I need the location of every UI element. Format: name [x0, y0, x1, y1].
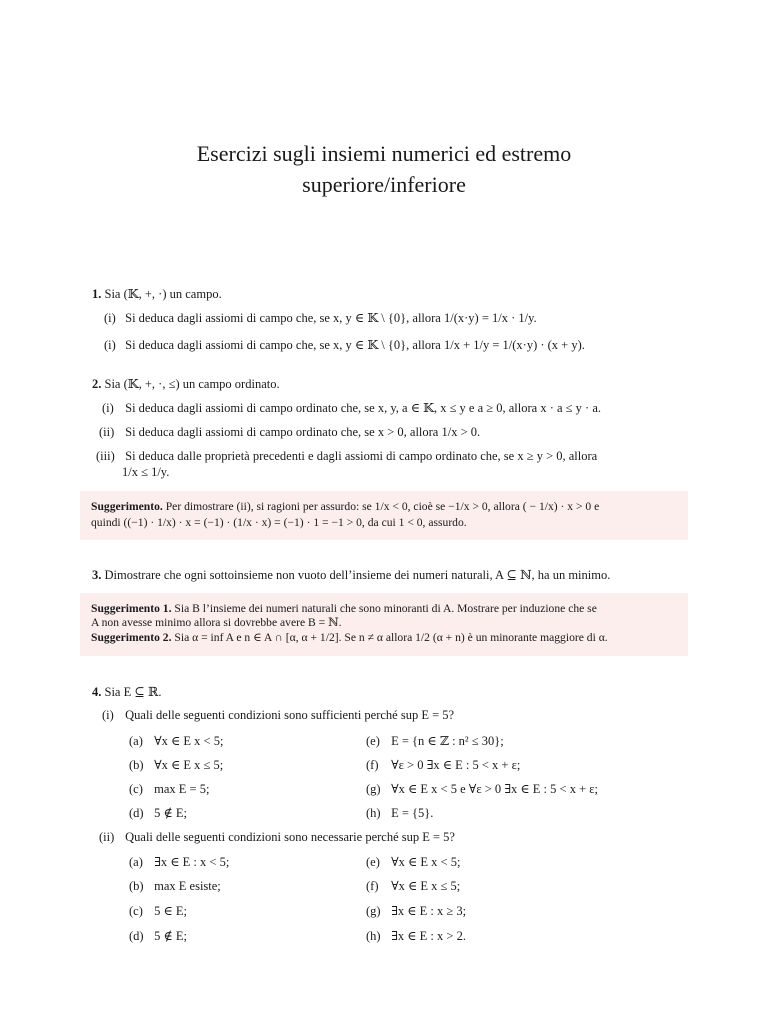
option-text: ∀x ∈ E x ≤ 5;	[154, 758, 224, 772]
option-label: (c)	[129, 904, 143, 918]
option-item	[366, 854, 460, 870]
question-label: (ii)	[99, 830, 115, 844]
hint-box-exercise-3	[80, 593, 688, 656]
exercise-1-item-1	[104, 310, 537, 326]
item-text: Si deduca dagli assiomi di campo che, se x, y ∈ 𝕂 \ {0}, allora 1/(x·y) = 1/x · 1/y.	[125, 311, 537, 325]
item-label: (ii)	[99, 425, 115, 439]
option-label: (b)	[129, 879, 144, 893]
hint-label-2: Suggerimento 2.	[91, 631, 172, 644]
item-text: Si deduca dagli assiomi di campo ordinato che, se x > 0, allora 1/x > 0.	[125, 425, 481, 439]
option-label: (e)	[366, 855, 380, 869]
exercise-intro-text: Sia E ⊆ ℝ.	[104, 685, 162, 699]
option-item	[366, 903, 466, 919]
option-label: (a)	[129, 855, 143, 869]
exercise-4-intro	[92, 684, 161, 700]
hint-line-1	[91, 601, 597, 616]
option-text: ∀x ∈ E x < 5;	[391, 855, 461, 869]
exercise-number: 3.	[92, 568, 102, 582]
item-label: (iii)	[96, 449, 115, 463]
question-label: (i)	[102, 708, 114, 722]
item-label: (i)	[102, 401, 114, 415]
option-text: ∀x ∈ E x < 5;	[154, 734, 224, 748]
option-text: max E esiste;	[154, 879, 221, 893]
exercise-1-intro	[92, 286, 222, 302]
exercise-2-intro	[92, 376, 280, 392]
exercise-2-item-3	[96, 448, 597, 464]
option-label: (e)	[366, 734, 380, 748]
item-label: (i)	[104, 338, 116, 352]
option-label: (c)	[129, 782, 143, 796]
question-text: Quali delle seguenti condizioni sono necessarie perché sup E = 5?	[125, 830, 455, 844]
title-line-2: superiore/inferiore	[302, 172, 466, 197]
option-label: (h)	[366, 806, 381, 820]
option-item	[129, 928, 187, 944]
option-text: max E = 5;	[154, 782, 210, 796]
option-item	[129, 781, 209, 797]
exercise-intro-text: Sia (𝕂, +, ·, ≤) un campo ordinato.	[104, 377, 280, 391]
item-text: Si deduca dagli assiomi di campo ordinato che, se x, y, a ∈ 𝕂, x ≤ y e a ≥ 0, allora x · a ≤ y · a.	[125, 401, 601, 415]
item-label: (i)	[104, 311, 116, 325]
option-label: (a)	[129, 734, 143, 748]
option-item	[129, 854, 229, 870]
hint-line-1	[91, 499, 599, 514]
option-text: ∃x ∈ E : x ≥ 3;	[391, 904, 467, 918]
item-text: Si deduca dagli assiomi di campo che, se x, y ∈ 𝕂 \ {0}, allora 1/x + 1/y = 1/(x·y) · (x + y).	[125, 338, 585, 352]
exercise-number: 2.	[92, 377, 102, 391]
option-label: (h)	[366, 929, 381, 943]
option-item	[366, 878, 460, 894]
option-label: (d)	[129, 929, 144, 943]
exercise-1-item-2	[104, 337, 585, 353]
title-line-1: Esercizi sugli insiemi numerici ed estremo	[196, 141, 572, 166]
option-item	[129, 733, 223, 749]
exercise-3-intro	[92, 567, 610, 583]
option-label: (f)	[366, 879, 379, 893]
hint-box-exercise-2	[80, 491, 688, 540]
hint-text: Sia B l’insieme dei numeri naturali che sono minoranti di A. Mostrare per induzione che se	[174, 602, 597, 615]
option-text: ∀x ∈ E x < 5 e ∀ε > 0 ∃x ∈ E : 5 < x + ε;	[391, 782, 598, 796]
exercise-4-question-1	[102, 707, 454, 723]
hint-label: Suggerimento.	[91, 500, 163, 513]
exercise-2-item-2	[99, 424, 480, 440]
item-text: Si deduca dalle proprietà precedenti e dagli assiomi di campo ordinato che, se x ≥ y > 0, allora	[125, 449, 598, 463]
option-text: 5 ∉ E;	[154, 806, 187, 820]
option-item	[129, 903, 187, 919]
option-item	[366, 805, 433, 821]
option-label: (b)	[129, 758, 144, 772]
hint-line-2: A non avesse minimo allora si dovrebbe avere B = ℕ.	[91, 616, 342, 629]
option-label: (g)	[366, 782, 381, 796]
hint-text: Per dimostrare (ii), si ragioni per assurdo: se 1/x < 0, cioè se −1/x > 0, allora ( − 1/x) · x > 0 e	[165, 500, 600, 513]
option-item	[129, 878, 221, 894]
exercise-number: 1.	[92, 287, 102, 301]
exercise-2-item-3-continuation: 1/x ≤ 1/y.	[122, 465, 170, 479]
option-text: E = {n ∈ ℤ : n² ≤ 30};	[391, 734, 504, 748]
option-item	[366, 781, 598, 797]
hint-line-2: quindi ((−1) · 1/x) · x = (−1) · (1/x · x) = (−1) · 1 = −1 > 0, da cui 1 < 0, assurdo.	[91, 516, 467, 529]
option-label: (d)	[129, 806, 144, 820]
page-title	[0, 138, 768, 200]
exercise-intro-text: Sia (𝕂, +, ·) un campo.	[104, 287, 222, 301]
option-item	[129, 757, 223, 773]
option-label: (f)	[366, 758, 379, 772]
option-item	[366, 928, 466, 944]
option-text: E = {5}.	[391, 806, 434, 820]
hint-line-3	[91, 630, 608, 645]
hint-text: Sia α = inf A e n ∈ A ∩ [α, α + 1/2]. Se n ≠ α allora 1/2 (α + n) è un minorante maggiore di α.	[174, 631, 608, 644]
exercise-4-question-2	[99, 829, 455, 845]
question-text: Quali delle seguenti condizioni sono sufficienti perché sup E = 5?	[125, 708, 455, 722]
option-text: ∀x ∈ E x ≤ 5;	[391, 879, 461, 893]
option-text: 5 ∉ E;	[154, 929, 187, 943]
option-text: 5 ∈ E;	[154, 904, 187, 918]
hint-label-1: Suggerimento 1.	[91, 602, 172, 615]
option-text: ∃x ∈ E : x > 2.	[391, 929, 466, 943]
option-item	[129, 805, 187, 821]
option-item	[366, 757, 520, 773]
exercise-intro-text: Dimostrare che ogni sottoinsieme non vuoto dell’insieme dei numeri naturali, A ⊆ ℕ, ha un minimo.	[104, 568, 611, 582]
option-text: ∀ε > 0 ∃x ∈ E : 5 < x + ε;	[391, 758, 521, 772]
option-item	[366, 733, 504, 749]
option-label: (g)	[366, 904, 381, 918]
exercise-2-item-1	[102, 400, 601, 416]
option-text: ∃x ∈ E : x < 5;	[154, 855, 230, 869]
exercise-number: 4.	[92, 685, 102, 699]
